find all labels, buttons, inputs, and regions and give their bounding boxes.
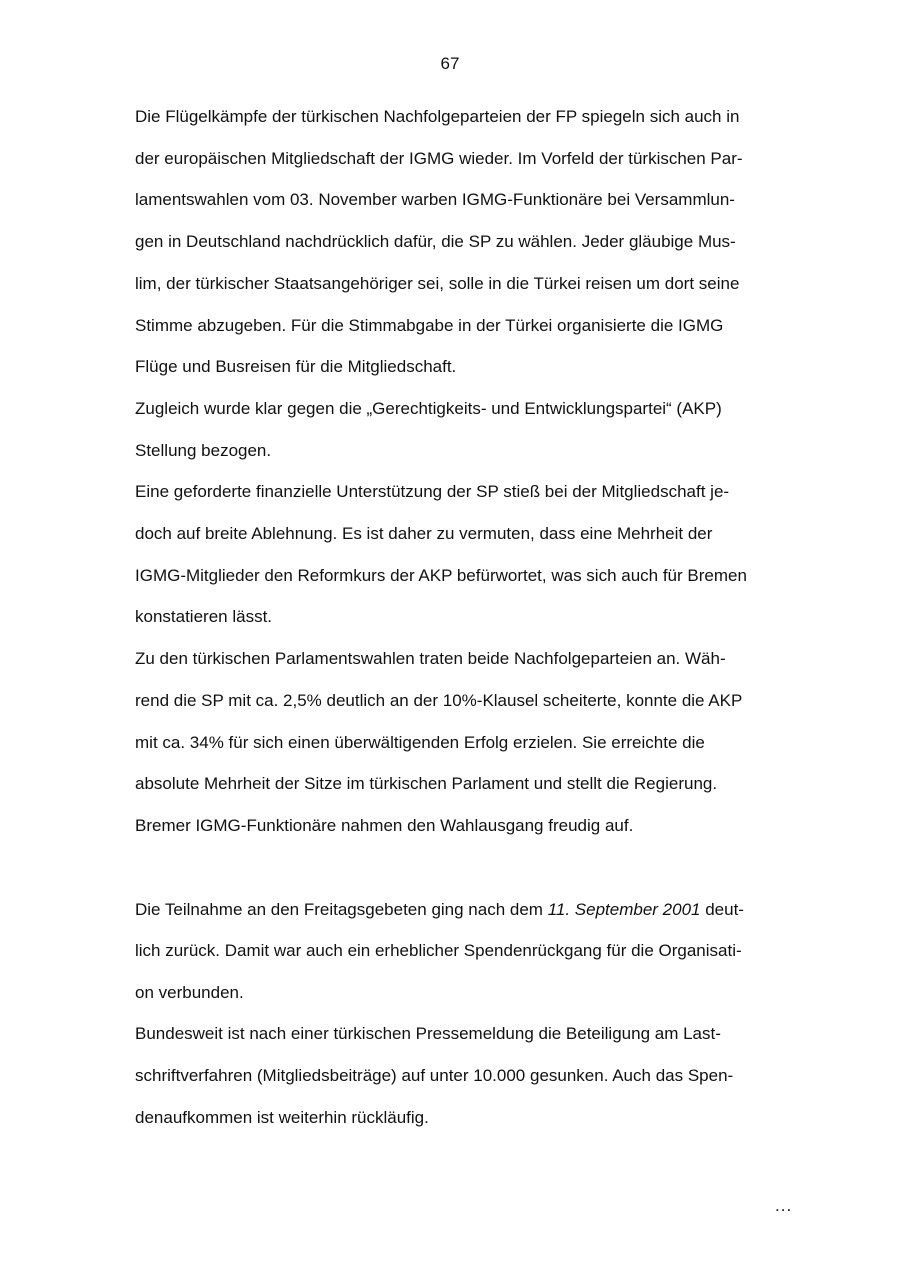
text-line: gen in Deutschland nachdrücklich dafür, die SP zu wählen. Jeder gläubige Mus- <box>135 232 736 251</box>
page-number: 67 <box>440 54 460 73</box>
text-segment: Die Teilnahme an den Freitagsgebeten ging nach dem <box>135 900 548 919</box>
italic-date: 11. September 2001 <box>547 900 701 919</box>
text-line: absolute Mehrheit der Sitze im türkischen Parlament und stellt die Regierung. <box>135 774 718 793</box>
text-line: on verbunden. <box>135 983 244 1002</box>
text-line: denaufkommen ist weiterhin rückläufig. <box>135 1108 429 1127</box>
text-line: Bremer IGMG-Funktionäre nahmen den Wahlausgang freudig auf. <box>135 816 634 835</box>
text-line-with-italic <box>135 899 744 921</box>
text-line: Zugleich wurde klar gegen die „Gerechtigkeits- und Entwicklungspartei“ (AKP) <box>135 399 722 418</box>
text-line: Eine geforderte finanzielle Unterstützung der SP stieß bei der Mitgliedschaft je- <box>135 482 730 501</box>
text-line: mit ca. 34% für sich einen überwältigenden Erfolg erzielen. Sie erreichte die <box>135 733 705 752</box>
text-line: Zu den türkischen Parlamentswahlen traten beide Nachfolgeparteien an. Wäh- <box>135 649 726 668</box>
text-line: Stellung bezogen. <box>135 441 272 460</box>
text-line: Die Flügelkämpfe der türkischen Nachfolgeparteien der FP spiegeln sich auch in <box>135 107 740 126</box>
text-line: Bundesweit ist nach einer türkischen Pressemeldung die Beteiligung am Last- <box>135 1024 721 1043</box>
text-line: doch auf breite Ablehnung. Es ist daher zu vermuten, dass eine Mehrheit der <box>135 524 713 543</box>
continuation-mark: ... <box>775 1196 793 1215</box>
text-line: konstatieren lässt. <box>135 607 273 626</box>
text-line: lich zurück. Damit war auch ein erheblicher Spendenrückgang für die Organisati- <box>135 941 742 960</box>
text-line: lim, der türkischer Staatsangehöriger sei, solle in die Türkei reisen um dort seine <box>135 274 740 293</box>
text-line: Flüge und Busreisen für die Mitgliedschaft. <box>135 357 457 376</box>
text-line: IGMG-Mitglieder den Reformkurs der AKP befürwortet, was sich auch für Bremen <box>135 566 747 585</box>
text-line: lamentswahlen vom 03. November warben IGMG-Funktionäre bei Versammlun- <box>135 190 735 209</box>
text-line: schriftverfahren (Mitgliedsbeiträge) auf unter 10.000 gesunken. Auch das Spen- <box>135 1066 734 1085</box>
text-segment: deut- <box>700 900 744 919</box>
text-line: Stimme abzugeben. Für die Stimmabgabe in der Türkei organisierte die IGMG <box>135 316 724 335</box>
text-line: der europäischen Mitgliedschaft der IGMG wieder. Im Vorfeld der türkischen Par- <box>135 149 743 168</box>
text-line: rend die SP mit ca. 2,5% deutlich an der 10%-Klausel scheiterte, konnte die AKP <box>135 691 743 710</box>
